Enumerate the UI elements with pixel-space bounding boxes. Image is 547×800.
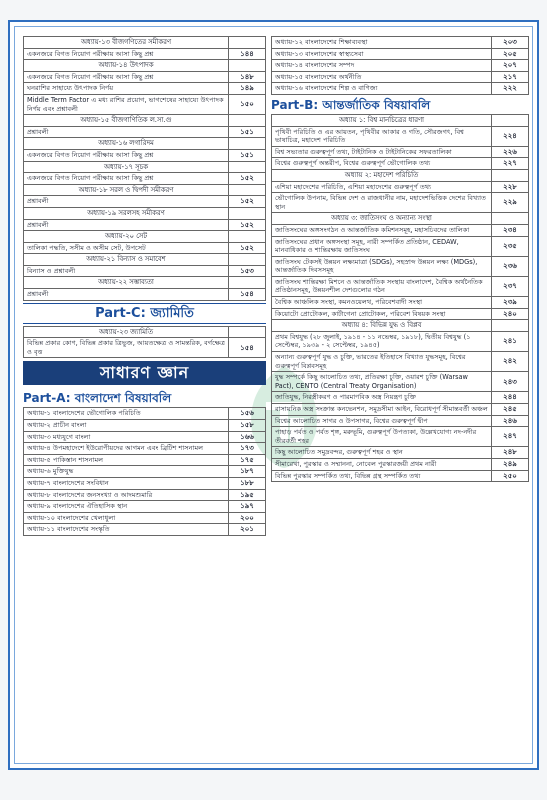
toc-entry-text: অধ্যায়-৪ উপমহাদেশে ইউরোপীয়দের আগমন এবং ব্রিটিশ শাসনামল xyxy=(24,443,229,455)
part-b-heading: Part-B: আন্তর্জাতিক বিষয়াবলি xyxy=(271,97,431,112)
toc-row xyxy=(24,524,266,536)
toc-row xyxy=(24,289,266,301)
toc-page-number: ১৫১ xyxy=(229,126,266,138)
toc-row xyxy=(24,48,266,60)
toc-page-number: ২৪০ xyxy=(492,308,529,320)
toc-entry-text: প্রশ্নাবলী xyxy=(24,126,229,138)
toc-row xyxy=(272,71,529,83)
toc-entry-text: অধ্যায়-২২ সম্ভাব্যতা xyxy=(24,277,229,289)
toc-page-number: ২৪৪ xyxy=(492,392,529,404)
toc-chapter-heading xyxy=(272,169,529,181)
toc-entry-text: অধ্যায় ৪: বিভিন্ন যুদ্ধ ও বিপ্লব xyxy=(272,320,492,332)
toc-row xyxy=(24,478,266,490)
toc-chapter-heading xyxy=(24,161,266,173)
toc-page-number: ১৫৪ xyxy=(229,338,266,358)
toc-entry-text: ভৌগোলিক উপনাম, বিভিন্ন দেশ ও রাজধানীর নাম, মহাদেশভিত্তিক দেশের বিখ্যাত স্থান xyxy=(272,193,492,213)
toc-row xyxy=(24,489,266,501)
toc-row xyxy=(272,447,529,459)
toc-row xyxy=(24,196,266,208)
toc-entry-text: কিছু আলোচিত সমুদ্রবন্দর, গুরুত্বপূর্ণ শহর ও স্থান xyxy=(272,447,492,459)
part-a-heading: Part-A: বাংলাদেশ বিষয়াবলি xyxy=(23,391,172,406)
toc-row xyxy=(272,352,529,372)
toc-page-number: ১৬৬ xyxy=(229,431,266,443)
toc-row xyxy=(272,404,529,416)
toc-row xyxy=(24,431,266,443)
toc-entry-text: অধ্যায়-৫ পাকিস্তান শাসনামল xyxy=(24,454,229,466)
toc-row xyxy=(24,408,266,420)
toc-row xyxy=(24,83,266,95)
toc-page-number xyxy=(229,184,266,196)
toc-row xyxy=(272,236,529,256)
toc-chapter-heading xyxy=(24,231,266,243)
toc-entry-text: অধ্যায়-২১ বিন্যাস ও সমাবেশ xyxy=(24,254,229,266)
toc-page-number: ২২৮ xyxy=(492,181,529,193)
toc-page-number: ১৮৮ xyxy=(229,478,266,490)
toc-row xyxy=(272,427,529,447)
toc-page-number: ১৪৯ xyxy=(229,83,266,95)
toc-page-number: ২৪৯ xyxy=(492,458,529,470)
toc-row xyxy=(24,501,266,513)
toc-entry-text: অধ্যায়-৬ মুক্তিযুদ্ধ xyxy=(24,466,229,478)
toc-page-number: ২৪৭ xyxy=(492,427,529,447)
toc-entry-text: অধ্যায়-৯ বাংলাদেশের ঐতিহাসিক স্থান xyxy=(24,501,229,513)
toc-entry-text: ঘনরাশির সাহায্যে উৎপাদক নির্ণয় xyxy=(24,83,229,95)
toc-page-number: ২৪৬ xyxy=(492,415,529,427)
toc-entry-text: অধ্যায়-১৪ উৎপাদক xyxy=(24,60,229,72)
toc-entry-text: অধ্যায়-১৫ বীজগাণিতিক ল.সা.গু xyxy=(24,115,229,127)
toc-page-number: ১৫৮ xyxy=(229,420,266,432)
toc-entry-text: জাতিসংঘের প্রধান অঙ্গসংস্থা সমূহ, নারী সম্পর্কিত প্রতিষ্ঠান, CEDAW, মানবাধিকার ও শান্তিরক্ষায় জাতিসংঘ xyxy=(272,236,492,256)
general-knowledge-banner: সাধারণ জ্ঞান xyxy=(23,361,266,385)
toc-page-number: ২৪৩ xyxy=(492,372,529,392)
toc-row xyxy=(272,415,529,427)
toc-row xyxy=(24,265,266,277)
toc-entry-text: রাসায়নিক অস্ত্র সংক্রান্ত কনভেনশন, সমুদ্রসীমা আইন, বিরোধপূর্ণ সীমান্তবর্তী অঞ্চল xyxy=(272,404,492,416)
right-column xyxy=(271,36,529,482)
toc-page-number: ১৯৫ xyxy=(229,489,266,501)
toc-page-number: ২২৯ xyxy=(492,193,529,213)
toc-entry-text: অধ্যায়-১ বাংলাদেশের ভৌগোলিক পরিচিতি xyxy=(24,408,229,420)
toc-entry-text: অধ্যায়-১২ বাংলাদেশের শিক্ষাব্যবস্থা xyxy=(272,37,492,49)
toc-entry-text: অধ্যায়-১১ বাংলাদেশের সংস্কৃতি xyxy=(24,524,229,536)
toc-page-number xyxy=(229,277,266,289)
toc-page-number: ১৫৪ xyxy=(229,289,266,301)
toc-entry-text: জাতিসংঘ টেকসই উন্নয়ন লক্ষ্যমাত্রা (SDGs), সহস্রাব্দ উন্নয়ন লক্ষ্য (MDGs), আন্তর্জাতিক দিবসসমূহ xyxy=(272,256,492,276)
toc-row xyxy=(24,173,266,185)
toc-page-number: ১৫২ xyxy=(229,173,266,185)
toc-page-number xyxy=(492,169,529,181)
toc-entry-text: এশিয়া মহাদেশের পরিচিতি, এশিয়া মহাদেশের গুরুত্বপূর্ণ তথ্য xyxy=(272,181,492,193)
toc-row xyxy=(24,71,266,83)
toc-row xyxy=(24,149,266,161)
toc-entry-text: প্রশ্নাবলী xyxy=(24,289,229,301)
toc-page-number: ১৫৬ xyxy=(229,408,266,420)
toc-page-number: ২৪১ xyxy=(492,331,529,351)
toc-chapter-heading xyxy=(24,254,266,266)
toc-entry-text: জাতিসংঘের অঙ্গসংগঠন ও আন্তর্জাতিক কমিশনসমূহ, মহাসচিবদের তালিকা xyxy=(272,224,492,236)
toc-row xyxy=(24,219,266,231)
toc-page-number: ২১৭ xyxy=(492,71,529,83)
toc-entry-text: অধ্যায়-১৬ লগারিদম xyxy=(24,138,229,150)
toc-entry-text: প্রশ্নাবলী xyxy=(24,196,229,208)
toc-chapter-heading xyxy=(24,37,266,49)
toc-entry-text: অধ্যায়-১৪ বাংলাদেশের সম্পদ xyxy=(272,60,492,72)
toc-page-number: ২২৭ xyxy=(492,158,529,170)
toc-entry-text: তালিকা পদ্ধতি, সসীম ও অসীম সেট, উপসেট xyxy=(24,242,229,254)
toc-page-number: ১৭৩ xyxy=(229,443,266,455)
toc-page-number: ১৪৪ xyxy=(229,48,266,60)
toc-entry-text: জাতিসংঘ শান্তিরক্ষা মিশনে ও আন্তর্জাতিক সংস্থায় বাংলাদেশ, বৈশ্বিক অর্থনৈতিক প্রতিষ্ঠানসমূহ, উন্নয়নশীল দেশগুলোর গঠন xyxy=(272,276,492,296)
toc-chapter-heading xyxy=(24,277,266,289)
toc-row xyxy=(272,48,529,60)
toc-page-number: ২৪৮ xyxy=(492,447,529,459)
toc-row xyxy=(272,126,529,146)
toc-entry-text: বৈশ্বিক আঞ্চলিক সংস্থা, কমনওয়েলথ, পরিবেশবাদী সংস্থা xyxy=(272,297,492,309)
toc-entry-text: অধ্যায়-১৯ সরলসহ সমীকরণ xyxy=(24,207,229,219)
toc-page-number: ২৩৪ xyxy=(492,224,529,236)
toc-entry-text: একনজরে বিগত নিয়োগ পরীক্ষায় আসা কিছু প্রশ্ন xyxy=(24,173,229,185)
toc-row xyxy=(272,308,529,320)
toc-entry-text: অধ্যায়-২০ সেট xyxy=(24,231,229,243)
toc-page-number: ১৭৫ xyxy=(229,454,266,466)
toc-row xyxy=(272,146,529,158)
toc-row xyxy=(24,94,266,114)
toc-entry-text: অধ্যায়-৭ বাংলাদেশের সংবিধান xyxy=(24,478,229,490)
toc-entry-text: অধ্যায়-২৩ জ্যামিতি xyxy=(24,326,229,338)
toc-page-number xyxy=(229,254,266,266)
toc-page-number: ২২৬ xyxy=(492,146,529,158)
toc-entry-text: প্রথম বিশ্বযুদ্ধ (২৮ জুলাই, ১৯১৪ - ১১ নভেম্বর, ১৯১৮), দ্বিতীয় বিশ্বযুদ্ধ (১ সেপ্টেম্বর, ১৯৩৯ - ২ সেপ্টেম্বর, ১৯৪৫) xyxy=(272,331,492,351)
toc-page-number xyxy=(229,161,266,173)
toc-page-number: ২০৫ xyxy=(492,48,529,60)
toc-row xyxy=(24,454,266,466)
toc-chapter-heading xyxy=(24,207,266,219)
toc-page-number: ১৫০ xyxy=(229,94,266,114)
toc-page-number: ১৫২ xyxy=(229,242,266,254)
toc-page-number: ১৯৭ xyxy=(229,501,266,513)
toc-page-number: ১৪৮ xyxy=(229,71,266,83)
toc-row xyxy=(272,256,529,276)
toc-chapter-heading xyxy=(24,60,266,72)
toc-page-number: ১৮৭ xyxy=(229,466,266,478)
toc-row xyxy=(272,158,529,170)
toc-page-number: ২৪২ xyxy=(492,352,529,372)
toc-entry-text: অধ্যায়-১৮ সরল ও দ্বিপদী সমীকরণ xyxy=(24,184,229,196)
toc-table-part-b xyxy=(271,114,529,482)
toc-entry-text: বিভিন্ন প্রকার কোণ, বিভিন্ন প্রকার ত্রিভুজ, আয়তক্ষেত্র ও সামন্তরিক, বর্গক্ষেত্র ও বৃত্ত xyxy=(24,338,229,358)
toc-page-number: ২৩৫ xyxy=(492,236,529,256)
toc-entry-text: জাতিযুদ্ধ, নিরস্ত্রীকরণ ও পারমাণবিক অস্ত্র নিয়ন্ত্রণ চুক্তি xyxy=(272,392,492,404)
toc-row xyxy=(24,242,266,254)
toc-entry-text: পাহাড় পর্বত ও পর্বত শৃঙ্গ, মরুভূমি, গুরুত্বপূর্ণ উপত্যকা, উল্লেখযোগ্য নদ-নদীর তীরবর্তী শহর xyxy=(272,427,492,447)
toc-table-part-a-cont xyxy=(271,36,529,95)
toc-page-number: ২২৪ xyxy=(492,126,529,146)
toc-page-number: ২০১ xyxy=(229,524,266,536)
page-frame xyxy=(8,20,539,770)
toc-entry-text: অধ্যায়-২ প্রাচীন বাংলা xyxy=(24,420,229,432)
toc-row xyxy=(24,126,266,138)
left-column xyxy=(23,36,266,536)
toc-row xyxy=(272,297,529,309)
toc-entry-text: অধ্যায়-১৫ বাংলাদেশের অর্থনীতি xyxy=(272,71,492,83)
toc-row xyxy=(272,470,529,482)
toc-page-number: ২৩৭ xyxy=(492,276,529,296)
toc-page-number: ১৫৩ xyxy=(229,265,266,277)
toc-chapter-heading xyxy=(272,213,529,225)
toc-entry-text: সীমারেখা, পুরস্কার ও সম্মাননা, নোবেল পুরস্কারজয়ী প্রথম নারী xyxy=(272,458,492,470)
toc-row xyxy=(24,466,266,478)
toc-entry-text: অধ্যায়-১৩ বাংলাদেশের স্বাস্থ্যসেবা xyxy=(272,48,492,60)
toc-page-number xyxy=(229,37,266,49)
toc-row xyxy=(272,331,529,351)
toc-entry-text: Middle Term Factor এ মধ্য রাশির প্রয়োগ, ভাগশেষের সাহায্যে উৎপাদক নির্ণয় এবং প্রশ্নাবলী xyxy=(24,94,229,114)
toc-page-number: ১৫২ xyxy=(229,196,266,208)
toc-chapter-heading xyxy=(272,114,529,126)
toc-row xyxy=(272,37,529,49)
toc-page-number: ১৫২ xyxy=(229,219,266,231)
toc-entry-text: বিভিন্ন পুরস্কার সম্পর্কিত তথ্য, বিভিন্ন গ্রন্থ সম্পর্কিত তথ্য xyxy=(272,470,492,482)
toc-entry-text: বিন্যাস ও প্রশ্নাবলী xyxy=(24,265,229,277)
toc-page-number: ১৫১ xyxy=(229,149,266,161)
toc-page-number xyxy=(229,60,266,72)
toc-row xyxy=(24,420,266,432)
part-c-heading: Part-C: জ্যামিতি xyxy=(23,303,266,324)
toc-entry-text: প্রশ্নাবলী xyxy=(24,219,229,231)
toc-page-number: ২৩৬ xyxy=(492,256,529,276)
toc-row xyxy=(272,224,529,236)
toc-row xyxy=(272,276,529,296)
toc-chapter-heading xyxy=(272,320,529,332)
toc-row xyxy=(272,458,529,470)
toc-entry-text: অধ্যায় ৩: জাতিসংঘ ও অন্যান্য সংস্থা xyxy=(272,213,492,225)
toc-page-number: ২০০ xyxy=(229,512,266,524)
toc-entry-text: একনজরে বিগত নিয়োগ পরীক্ষায় আসা কিছু প্রশ্ন xyxy=(24,71,229,83)
toc-entry-text: অধ্যায়-৮ বাংলাদেশের জনসংখ্যা ও আদমশুমারি xyxy=(24,489,229,501)
toc-page-number: ২০৭ xyxy=(492,60,529,72)
toc-chapter-heading xyxy=(24,184,266,196)
toc-entry-text: পৃথিবী পরিচিতি ও এর আয়তন, পৃথিবীর আকার ও গতি, সৌরজগৎ, বিশ্ব ভাষাচিত্র, মহাদেশ পরিচিতি xyxy=(272,126,492,146)
toc-row xyxy=(272,60,529,72)
toc-entry-text: অধ্যায় ১: বিশ্ব মানচিত্রের ধারণা xyxy=(272,114,492,126)
toc-table-part-a xyxy=(23,407,266,536)
toc-chapter-heading xyxy=(24,115,266,127)
toc-entry-text: অধ্যায়-৩ মধ্যযুগে বাংলা xyxy=(24,431,229,443)
toc-page-number: ২০৩ xyxy=(492,37,529,49)
toc-row xyxy=(24,338,266,358)
toc-table-part-b-math xyxy=(23,36,266,301)
toc-row xyxy=(24,443,266,455)
toc-entry-text: বিশ্বের আলোচিত সাগর ও উপসাগর, বিশ্বের গুরুত্বপূর্ণ দ্বীপ xyxy=(272,415,492,427)
toc-page-number xyxy=(492,320,529,332)
toc-row xyxy=(272,193,529,213)
toc-entry-text: অধ্যায়-১৩ বীজগণিতের সমীকরণ xyxy=(24,37,229,49)
toc-chapter-heading xyxy=(24,138,266,150)
toc-row xyxy=(272,83,529,95)
toc-page-number: ২২২ xyxy=(492,83,529,95)
toc-entry-text: একনজরে বিগত নিয়োগ পরীক্ষায় আসা কিছু প্রশ্ন xyxy=(24,149,229,161)
toc-page-number xyxy=(229,231,266,243)
toc-page-number xyxy=(492,114,529,126)
toc-page-number: ২৪৫ xyxy=(492,404,529,416)
toc-page-number xyxy=(229,115,266,127)
toc-entry-text: অধ্যায়-১০ বাংলাদেশের খেলাধুলা xyxy=(24,512,229,524)
toc-page-number xyxy=(229,207,266,219)
toc-chapter-heading xyxy=(24,326,266,338)
toc-entry-text: অধ্যায় ২: মহাদেশ পরিচিতি xyxy=(272,169,492,181)
toc-page-number xyxy=(229,138,266,150)
toc-entry-text: বিশ্ব সভ্যতার গুরুত্বপূর্ণ তথ্য, টাইটানিক ও টাইটানিকের সফরতালিকা xyxy=(272,146,492,158)
toc-page-number: ২৩৯ xyxy=(492,297,529,309)
toc-entry-text: যুদ্ধ সম্পর্কে কিছু আলোচিত তথ্য, প্রতিরক্ষা চুক্তি, ওয়ারশ চুক্তি (Warsaw Pact), CENTO (Central Treaty Organisation) xyxy=(272,372,492,392)
toc-row xyxy=(272,372,529,392)
toc-page-number xyxy=(492,213,529,225)
toc-page-number: ২৫০ xyxy=(492,470,529,482)
toc-entry-text: অন্যান্য গুরুত্বপূর্ণ যুদ্ধ ও চুক্তি, ভারতের ইতিহাসে বিখ্যাত যুদ্ধসমূহ, বিশ্বের গুরুত্বপূর্ণ বিপ্লবসমূহ xyxy=(272,352,492,372)
toc-entry-text: অধ্যায়-১৬ বাংলাদেশের শিল্প ও বাণিজ্য xyxy=(272,83,492,95)
toc-page-number xyxy=(229,326,266,338)
toc-row xyxy=(24,512,266,524)
toc-entry-text: অধ্যায়-১৭ সূচক xyxy=(24,161,229,173)
toc-entry-text: একনজরে বিগত নিয়োগ পরীক্ষায় আসা কিছু প্রশ্ন xyxy=(24,48,229,60)
toc-entry-text: কিয়োটো প্রোটোকল, কার্টাগেনা প্রোটোকল, পরিবেশ বিষয়ক সংস্থা xyxy=(272,308,492,320)
toc-entry-text: বিশ্বের গুরুত্বপূর্ণ অন্তরীপ, বিশ্বের গুরুত্বপূর্ণ ভৌগোলিক তথ্য xyxy=(272,158,492,170)
toc-row xyxy=(272,392,529,404)
toc-row xyxy=(272,181,529,193)
toc-table-part-c xyxy=(23,326,266,359)
